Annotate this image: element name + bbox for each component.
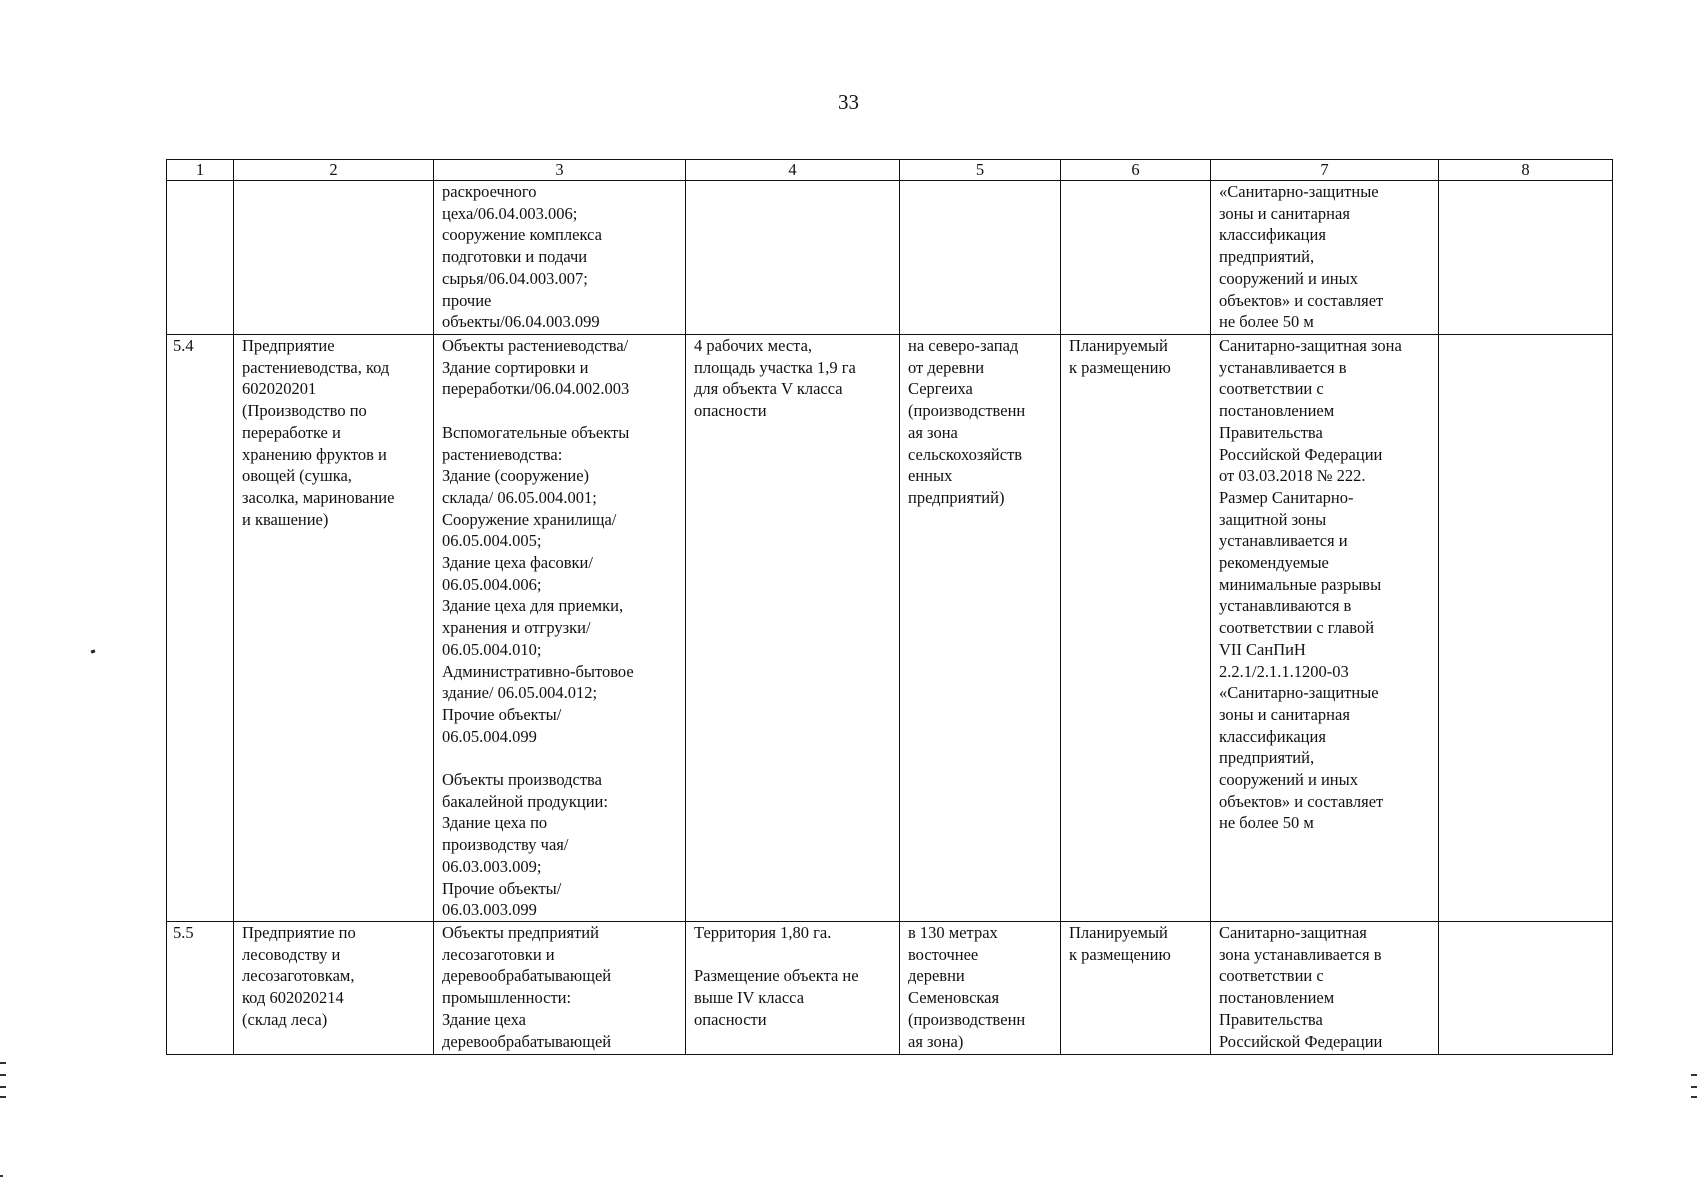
- location-cell: [900, 181, 1061, 335]
- status-cell: Планируемый к размещению: [1061, 335, 1211, 922]
- column-header: 1: [167, 160, 234, 181]
- protection-zone-cell: Санитарно-защитная зона устанавливается в соответствии с постановлением Правительства Российской Федерации от 03.03.2018 № 222. Размер Санитарно- защитной зоны устанавливается и рекомендуемые минимальные разрывы устанавливаются в соответствии с главой VII СанПиН 2.2.1/2.1.1.1200-03 «Санитарно-защитные зоны и санитарная классификация предприятий, сооружений и иных объектов» и составляет не более 50 м: [1211, 335, 1439, 922]
- characteristics-cell: Территория 1,80 га. Размещение объекта не выше IV класса опасности: [686, 922, 900, 1055]
- right-margin-tick: [1691, 1096, 1697, 1098]
- location-cell: на северо-запад от деревни Сергеиха (производственн ая зона сельскохозяйств енных предприятий): [900, 335, 1061, 922]
- extra-cell: [1439, 922, 1613, 1055]
- protection-zone-cell: Санитарно-защитная зона устанавливается в соответствии с постановлением Правительства Российской Федерации: [1211, 922, 1439, 1055]
- data-table: [166, 159, 1613, 1055]
- objects-list-cell: Объекты растениеводства/ Здание сортировки и переработки/06.04.002.003 Вспомогательные объекты растениеводства: Здание (сооружение) склада/ 06.05.004.001; Сооружение хранилища/ 06.05.004.005; Здание цеха фасовки/ 06.05.004.006; Здание цеха для приемки, хранения и отгрузки/ 06.05.004.010; Административно-бытовое здание/ 06.05.004.012; Прочие объекты/ 06.05.004.099 Объекты производства бакалейной продукции: Здание цеха по производству чая/ 06.03.003.009; Прочие объекты/ 06.03.003.099: [434, 335, 686, 922]
- extra-cell: [1439, 181, 1613, 335]
- characteristics-cell: [686, 181, 900, 335]
- objects-list-cell: Объекты предприятий лесозаготовки и деревообрабатывающей промышленности: Здание цеха деревообрабатывающей: [434, 922, 686, 1055]
- column-header: 4: [686, 160, 900, 181]
- left-margin-tick: [0, 1062, 6, 1064]
- table-header-row: [167, 160, 1613, 181]
- column-header: 7: [1211, 160, 1439, 181]
- scan-speck: [91, 649, 96, 653]
- protection-zone-cell: «Санитарно-защитные зоны и санитарная классификация предприятий, сооружений и иных объектов» и составляет не более 50 м: [1211, 181, 1439, 335]
- page-number: 33: [838, 90, 859, 114]
- column-header: 5: [900, 160, 1061, 181]
- row-number-cell: 5.5: [167, 922, 234, 1055]
- column-header: 2: [234, 160, 434, 181]
- left-margin-tick: [0, 1096, 6, 1098]
- status-cell: [1061, 181, 1211, 335]
- object-name-cell: Предприятие по лесоводству и лесозаготовкам, код 602020214 (склад леса): [234, 922, 434, 1055]
- location-cell: в 130 метрах восточнее деревни Семеновская (производственн ая зона): [900, 922, 1061, 1055]
- left-margin-dot: [0, 1175, 3, 1177]
- left-margin-tick: [0, 1074, 6, 1076]
- table-row: [167, 922, 1613, 1055]
- objects-list-cell: раскроечного цеха/06.04.003.006; сооружение комплекса подготовки и подачи сырья/06.04.003.007; прочие объекты/06.04.003.099: [434, 181, 686, 335]
- row-number-cell: 5.4: [167, 335, 234, 922]
- right-margin-tick: [1691, 1074, 1697, 1076]
- table-row: [167, 181, 1613, 335]
- characteristics-cell: 4 рабочих места, площадь участка 1,9 га для объекта V класса опасности: [686, 335, 900, 922]
- status-cell: Планируемый к размещению: [1061, 922, 1211, 1055]
- row-number-cell: [167, 181, 234, 335]
- extra-cell: [1439, 335, 1613, 922]
- object-name-cell: [234, 181, 434, 335]
- column-header: 3: [434, 160, 686, 181]
- right-margin-tick: [1691, 1086, 1697, 1088]
- left-margin-tick: [0, 1086, 6, 1088]
- column-header: 6: [1061, 160, 1211, 181]
- object-name-cell: Предприятие растениеводства, код 602020201 (Производство по переработке и хранению фруктов и овощей (сушка, засолка, маринование и квашение): [234, 335, 434, 922]
- column-header: 8: [1439, 160, 1613, 181]
- table-row: [167, 335, 1613, 922]
